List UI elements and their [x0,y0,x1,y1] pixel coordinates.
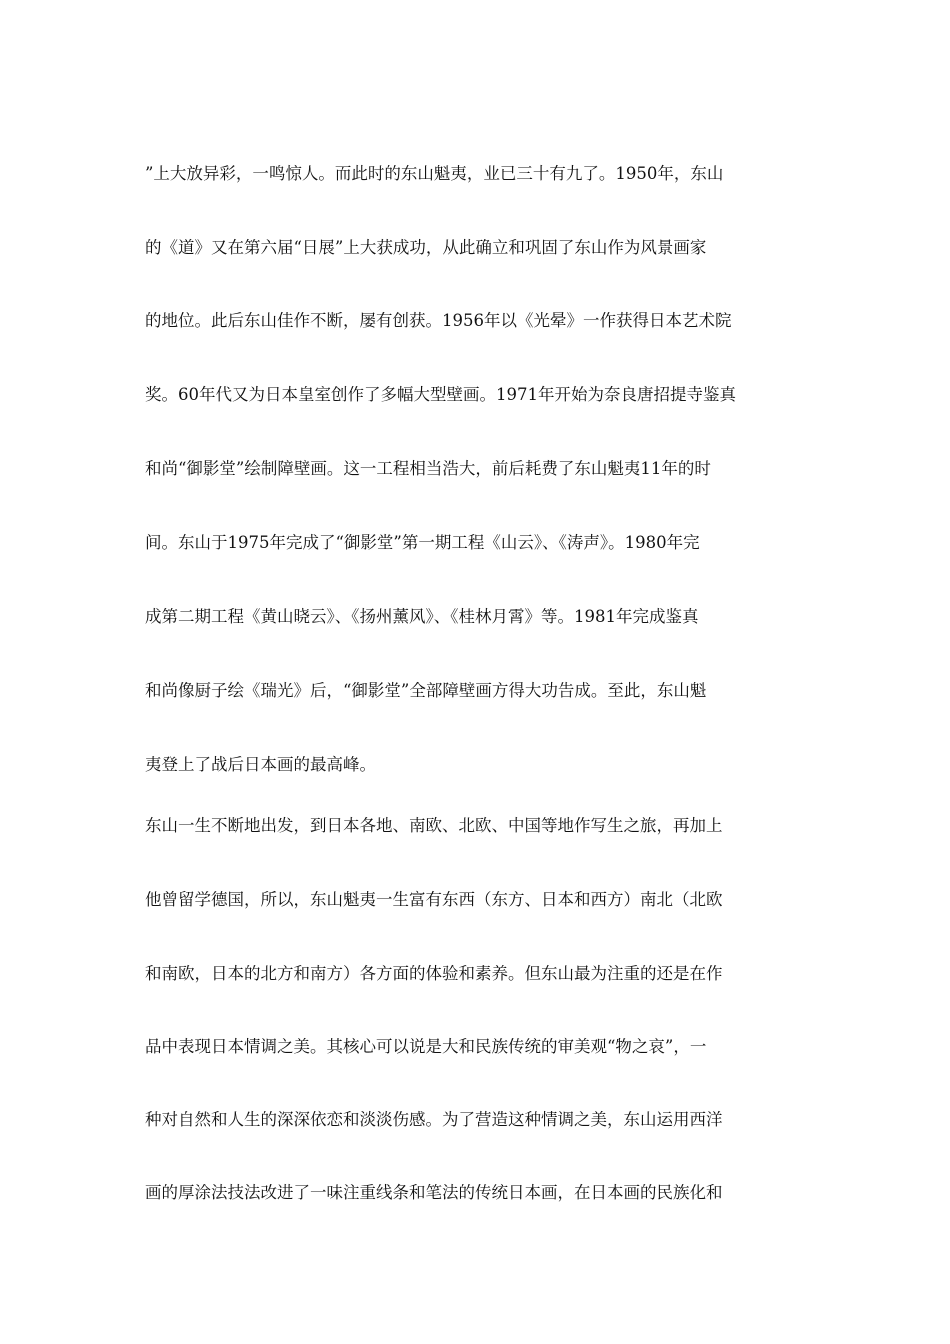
text-line: 和尚“御影堂”绘制障壁画。这一工程相当浩大，前后耗费了东山魁夷11年的时 [145,459,711,478]
text-line: 和南欧，日本的北方和南方）各方面的体验和素养。但东山最为注重的还是在作 [145,964,723,983]
text-line: 的地位。此后东山佳作不断，屡有创获。1956年以《光晕》一作获得日本艺术院 [145,311,732,330]
text-line: 品中表现日本情调之美。其核心可以说是大和民族传统的审美观“物之哀”，一 [145,1037,707,1056]
text-line: 间。东山于1975年完成了“御影堂”第一期工程《山云》、《涛声》。1980年完 [145,533,700,552]
text-line: 东山一生不断地出发，到日本各地、南欧、北欧、中国等地作写生之旅，再加上 [145,816,723,835]
text-line: 画的厚涂法技法改进了一味注重线条和笔法的传统日本画，在日本画的民族化和 [145,1183,723,1202]
text-line: 成第二期工程《黄山晓云》、《扬州薰风》、《桂林月霄》等。1981年完成鉴真 [145,607,699,626]
text-line: 的《道》又在第六届“日展”上大获成功，从此确立和巩固了东山作为风景画家 [145,238,707,257]
text-line: 奖。60年代又为日本皇室创作了多幅大型壁画。1971年开始为奈良唐招提寺鉴真 [145,385,736,404]
text-line: 夷登上了战后日本画的最高峰。 [145,755,376,774]
text-line: ”上大放异彩，一鸣惊人。而此时的东山魁夷，业已三十有九了。1950年，东山 [145,164,724,183]
text-line: 和尚像厨子绘《瑞光》后，“御影堂”全部障壁画方得大功告成。至此，东山魁 [145,681,707,700]
text-line: 种对自然和人生的深深依恋和淡淡伤感。为了营造这种情调之美，东山运用西洋 [145,1110,723,1129]
text-line: 他曾留学德国，所以，东山魁夷一生富有东西（东方、日本和西方）南北（北欧 [145,890,723,909]
